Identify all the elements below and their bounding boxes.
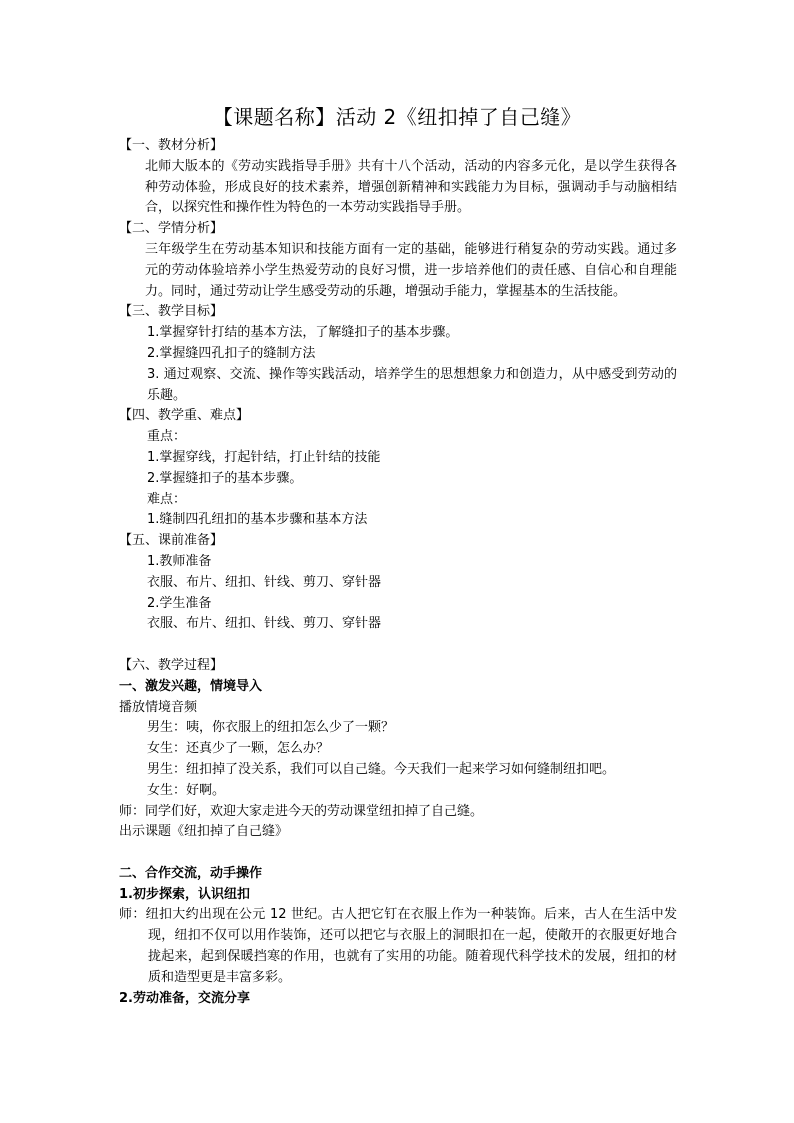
- blank-line: [119, 843, 677, 864]
- audio-instruction: 播放情境音频: [119, 699, 198, 715]
- dialogue-line: 女生：好啊。: [147, 782, 226, 798]
- objective-item: 2.掌握缝四孔扣子的缝制方法: [147, 345, 316, 361]
- key-point-item: 1.掌握穿线，打起针结，打止针结的技能: [147, 449, 381, 465]
- document-body: [119, 136, 677, 1009]
- section-heading-6: 【六、教学过程】: [119, 657, 224, 673]
- process-part-2-heading: 二、合作交流，动手操作: [119, 865, 263, 881]
- teacher-prep-items: 衣服、布片、纽扣、针线、剪刀、穿针器: [147, 574, 382, 590]
- dialogue-line: 男生：纽扣掉了没关系，我们可以自己缝。今天我们一起来学习如何缝制纽扣吧。: [147, 761, 616, 777]
- teacher-line: 师：同学们好，欢迎大家走进今天的劳动课堂纽扣掉了自己缝。: [119, 803, 484, 819]
- student-prep-label: 2.学生准备: [147, 595, 212, 611]
- section-heading-4: 【四、教学重、难点】: [119, 408, 250, 424]
- step-2-heading: 2.劳动准备，交流分享: [119, 990, 250, 1006]
- show-title-line: 出示课题《纽扣掉了自己缝》: [119, 824, 289, 840]
- difficulty-label: 难点：: [147, 491, 187, 507]
- teacher-prep-label: 1.教师准备: [147, 553, 212, 569]
- dialogue-line: 男生：咦，你衣服上的纽扣怎么少了一颗？: [147, 720, 395, 736]
- section-heading-5: 【五、课前准备】: [119, 533, 224, 549]
- objective-item: 1.掌握穿针打结的基本方法，了解缝扣子的基本步骤。: [147, 325, 459, 341]
- process-part-1-heading: 一、激发兴趣，情境导入: [119, 678, 263, 694]
- section-heading-2: 【二、学情分析】: [119, 221, 224, 237]
- page-title: 【课题名称】活动 2《纽扣掉了自己缝》: [212, 105, 582, 129]
- section-heading-3: 【三、教学目标】: [119, 304, 224, 320]
- objective-item: 3. 通过观察、交流、操作等实践活动，培养学生的思想想象力和创造力，从中感受到劳动的乐趣。: [147, 366, 677, 403]
- step-1-paragraph: 师：纽扣大约出现在公元 12 世纪。古人把它钉在衣服上作为一种装饰。后来，古人在生活中发现，纽扣不仅可以用作装饰，还可以把它与衣服上的洞眼扣在一起，使敞开的衣服更好地合拢起来，起到保暖挡寒的作用，也就有了实用的功能。随着现代科学技术的发展，纽扣的材质和造型更是丰富多彩。: [119, 907, 677, 985]
- dialogue-line: 女生：还真少了一颗，怎么办？: [147, 741, 330, 757]
- key-points-label: 重点：: [147, 429, 187, 445]
- section-heading-1: 【一、教材分析】: [119, 138, 224, 153]
- step-1-heading: 1.初步探索，认识纽扣: [119, 886, 250, 902]
- learner-analysis-paragraph: 三年级学生在劳动基本知识和技能方面有一定的基础，能够进行稍复杂的劳动实践。通过多元的劳动体验培养小学生热爱劳动的良好习惯，进一步培养他们的责任感、自信心和自理能力。同时，通过劳动让学生感受劳动的乐趣，增强动手能力，掌握基本的生活技能。: [145, 241, 677, 299]
- textbook-analysis-paragraph: 北师大版本的《劳动实践指导手册》共有十八个活动，活动的内容多元化，是以学生获得各种劳动体验，形成良好的技术素养，增强创新精神和实践能力为目标，强调动手与动脑相结合，以探究性和操作性为特色的一本劳动实践指导手册。: [145, 158, 677, 216]
- student-prep-items: 衣服、布片、纽扣、针线、剪刀、穿针器: [147, 616, 382, 632]
- difficulty-item: 1.缝制四孔纽扣的基本步骤和基本方法: [147, 512, 368, 528]
- key-point-item: 2.掌握缝扣子的基本步骤。: [147, 470, 303, 486]
- blank-line: [119, 635, 677, 656]
